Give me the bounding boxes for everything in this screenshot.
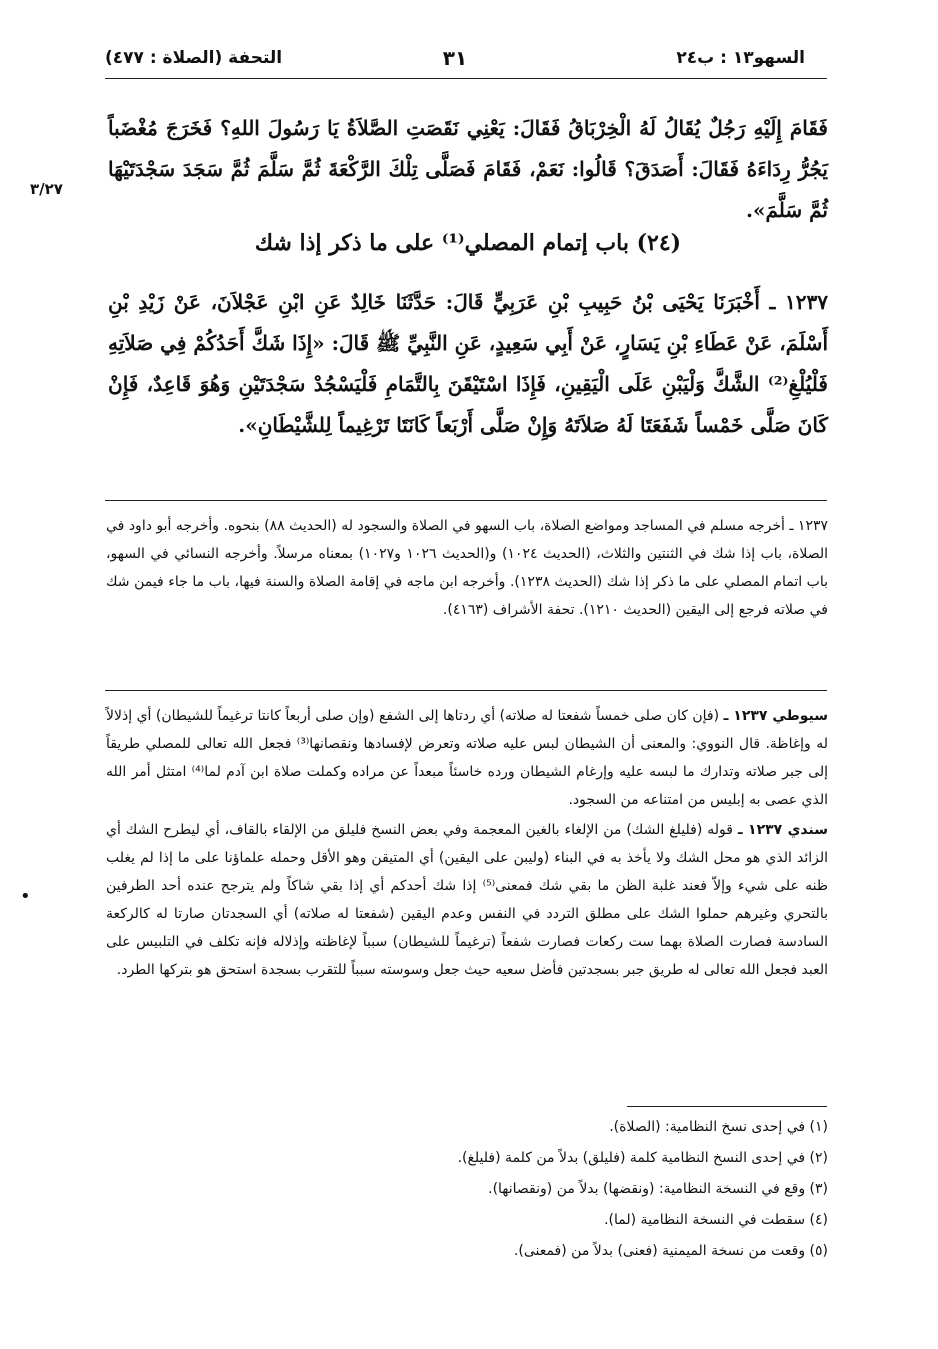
sindi-commentary [106,816,828,984]
suyuti-label: سيوطي ١٢٣٧ ـ [723,708,829,724]
footnote-item: (٣) وقع في النسخة النظامية: (ونقضها) بدلاً من (ونقصانها). [488,1181,828,1197]
footnote-item: (١) في إحدى نسخ النظامية: (الصلاة). [609,1119,828,1135]
sindi-label: سندي ١٢٣٧ ـ [737,822,829,838]
chapter-title: (٢٤) باب إتمام المصلي⁽¹⁾ على ما ذكر إذا شك [254,230,682,256]
commentary-divider [105,690,827,691]
footnotes-divider [627,1106,827,1107]
suyuti-commentary [106,702,828,814]
hadith-text: ١٢٣٧ ـ أَخْبَرَنَا يَحْيَى بْنُ حَبِيبِ بْنِ عَرَبِيٍّ قَالَ: حَدَّثَنَا خَالِدٌ عَنِ ابْنِ عَجْلاَنَ، عَنْ زَيْدِ بْنِ أَسْلَمَ، عَنْ عَطَاءِ بْنِ يَسَارٍ، عَنْ أَبِي سَعِيدٍ، عَنِ النَّبِيِّ ﷺ قَالَ: «إِذَا شَكَّ أَحَدُكُمْ فِي صَلاَتِهِ فَلْيُلْغِ⁽²⁾ الشَّكَّ وَلْيَبْنِ عَلَى الْيَقِينِ، فَإِذَا اسْتَيْقَنَ بِالتَّمَامِ فَلْيَسْجُدْ سَجْدَتَيْنِ وَهُوَ قَاعِدٌ، فَإِنْ كَانَ صَلَّى خَمْساً شَفَعَتَا لَهُ صَلاَتَهُ وَإِنْ صَلَّى أَرْبَعاً كَانَتَا تَرْغِيماً لِلشَّيْطَانِ». [108,290,828,437]
intro-hadith-text: فَقَامَ إِلَيْهِ رَجُلٌ يُقَالُ لَهُ الْخِرْبَاقُ فَقَالَ: يَعْنِي نَقَصَتِ الصَّلاَةُ يَا رَسُولَ اللهِ؟ فَخَرَجَ مُغْضَباً يَجُرُّ رِدَاءَهُ فَقَالَ: أَصَدَقَ؟ قَالُوا: نَعَمْ، فَقَامَ فَصَلَّى تِلْكَ الرَّكْعَةَ ثُمَّ سَلَّمَ ثُمَّ سَجَدَ سَجْدَتَيْهَا ثُمَّ سَلَّمَ». [108,116,828,222]
suyuti-text: (فإن كان صلى خمساً شفعتا له صلاته) أي ردتاها إلى الشفع (وإن صلى أربعاً كانتا ترغيماً للشيطان) أي إذلالاً له وإغاظة. قال النووي: والمعنى أن الشيطان لبس عليه صلاته وتعرض لإفسادها ونقصانها⁽³⁾ فجعل الله تعالى للمصلي طريقاً إلى جبر صلاته وتدارك ما لبسه عليه وإرغام الشيطان ورده خاسئاً مبعداً عن مراده وكملت صلاة ابن آدم لما⁽⁴⁾ امتثل أمر الله الذي عصى به إبليس من امتناعه من السجود. [106,708,829,808]
sindi-text: قوله (فليلغ الشك) من الإلغاء بالغين المعجمة وفي بعض النسخ فليلق من الإلقاء بالقاف، أي ليطرح الشك أي الزائد الذي هو محل الشك ولا يأخذ به في البناء (وليبن على اليقين) أي المتيقن وهو الأقل وحمله علماؤنا على ما إذا لم يغلب ظنه على شيء وإلاّ فعند غلبة الظن ما بقي شك فمعنى⁽⁵⁾ إذا شك أحدكم أي إذا بقي شاكاً ولم يترجح عنده أحد الطرفين بالتحري وغيرهم حملوا الشك على مطلق التردد في النفس وعدم اليقين (شفعتا له صلاته) أي السجدتان صارتا له كالركعة السادسة فصارت الصلاة بهما ست ركعات فصارت شفعاً (ترغيماً للشيطان) سبباً لإغاظته وإذلاله فإنه تكلف في التلبيس على العبد فجعل الله تعالى له طريق جبر بسجدتين فأضل سعيه حيث جعل وسوسته سبباً للتقرب بسجدة استحق هو بتركها الطرد. [106,822,829,978]
commentary-section [106,702,828,986]
takhrij-divider [105,500,827,501]
footnote-item: (٢) في إحدى النسخ النظامية كلمة (فليلق) بدلاً من كلمة (فليلغ). [457,1150,828,1166]
header-rule [105,78,827,79]
margin-dot: • [20,886,31,907]
footnote-item: (٥) وقعت من نسخة الميمنية (فعنى) بدلاً من (فمعنى). [513,1243,828,1259]
header-chapter-ref: السهو١٣ : ب٢٤ [676,48,805,68]
header-tuhfa-ref: التحفة (الصلاة : ٤٧٧) [105,48,283,68]
footnotes [106,1112,828,1267]
footnote-item: (٤) سقطت في النسخة النظامية (لما). [604,1212,828,1228]
page-header [105,48,805,72]
takhrij-text: ١٢٣٧ ـ أخرجه مسلم في المساجد ومواضع الصلاة، باب السهو في الصلاة والسجود له (الحديث ٨٨) بنحوه. وأخرجه أبو داود في الصلاة، باب إذا شك في الثنتين والثلاث، (الحديث ١٠٢٤) و(الحديث ١٠٢٦ و١٠٢٧) بمعناه مرسلاً. وأخرجه النسائي في السهو، باب اتمام المصلي على ما ذكر إذا شك (الحديث ١٢٣٨). وأخرجه ابن ماجه في إقامة الصلاة والسنة فيها، باب ما جاء فيمن شك في صلاته فرجع إلى اليقين (الحديث ١٢١٠). تحفة الأشراف (٤١٦٣). [106,518,829,618]
page-number: ٣١ [442,46,468,70]
side-reference: ٣/٢٧ [30,180,63,198]
